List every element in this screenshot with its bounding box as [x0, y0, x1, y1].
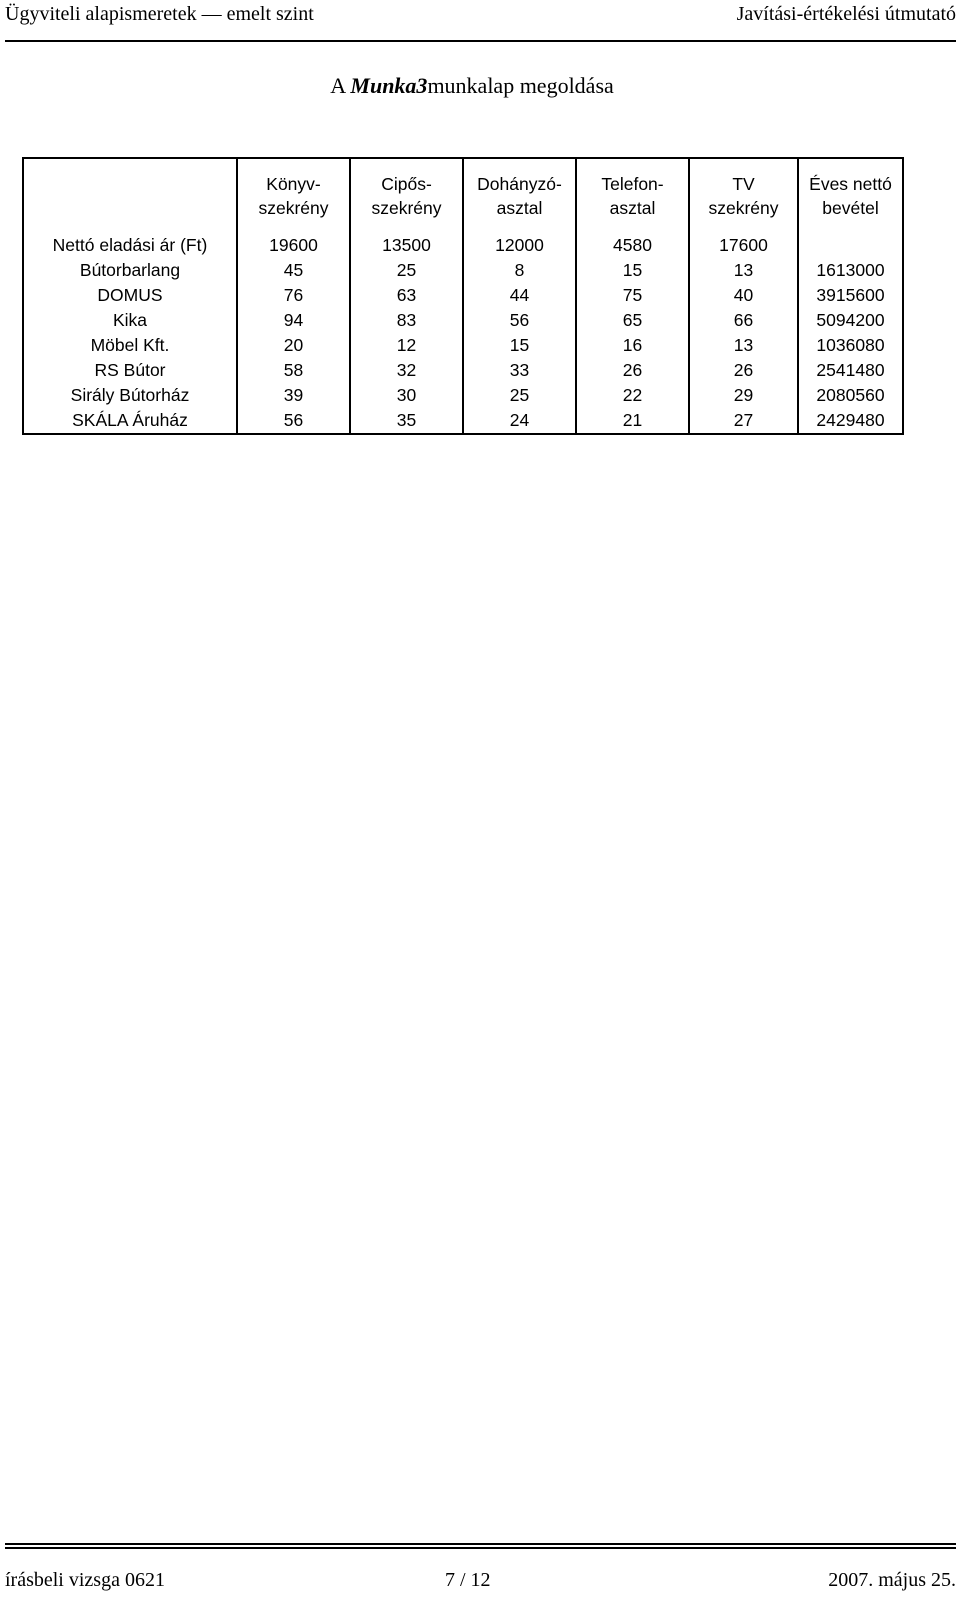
- value-cell: 22: [576, 383, 689, 408]
- header-cell: [463, 158, 576, 233]
- title-prefix: A: [330, 73, 351, 98]
- page-footer: [5, 1543, 956, 1599]
- table-row: [23, 258, 903, 283]
- footer-rule: [5, 1547, 956, 1549]
- title-sheet-name: Munka3: [350, 73, 428, 98]
- value-cell: 65: [576, 308, 689, 333]
- value-cell: 27: [689, 408, 798, 434]
- solution-table: [22, 157, 904, 435]
- value-cell: 66: [689, 308, 798, 333]
- header-line1: TV: [732, 174, 755, 194]
- header-cell: [798, 158, 903, 233]
- value-cell: 20: [237, 333, 350, 358]
- value-cell: 13: [689, 333, 798, 358]
- table-header-row: [23, 158, 903, 233]
- value-cell: 16: [576, 333, 689, 358]
- table-row: [23, 233, 903, 258]
- header-line1: Dohányzó-: [477, 174, 562, 194]
- value-cell: 2541480: [798, 358, 903, 383]
- value-cell: 24: [463, 408, 576, 434]
- value-cell: 13: [689, 258, 798, 283]
- row-label-cell: SKÁLA Áruház: [23, 408, 237, 434]
- footer-page-number: 7 / 12: [445, 1569, 491, 1591]
- table-row: [23, 408, 903, 434]
- value-cell: 15: [463, 333, 576, 358]
- value-cell: 2429480: [798, 408, 903, 434]
- header-line1: Cipős-: [381, 174, 432, 194]
- value-cell: 15: [576, 258, 689, 283]
- value-cell: 1036080: [798, 333, 903, 358]
- value-cell: 45: [237, 258, 350, 283]
- value-cell: 5094200: [798, 308, 903, 333]
- header-cell: [689, 158, 798, 233]
- value-cell: 32: [350, 358, 463, 383]
- table-row: [23, 383, 903, 408]
- value-cell: 58: [237, 358, 350, 383]
- value-cell: 40: [689, 283, 798, 308]
- value-cell: 83: [350, 308, 463, 333]
- value-cell: 56: [463, 308, 576, 333]
- value-cell: 4580: [576, 233, 689, 258]
- header-cell: [237, 158, 350, 233]
- header-cell: [576, 158, 689, 233]
- row-label-cell: Sirály Bútorház: [23, 383, 237, 408]
- header-line1: Telefon-: [601, 174, 664, 194]
- value-cell: 17600: [689, 233, 798, 258]
- value-cell: 25: [463, 383, 576, 408]
- value-cell: [798, 233, 903, 258]
- value-cell: 94: [237, 308, 350, 333]
- row-label-cell: Bútorbarlang: [23, 258, 237, 283]
- title-suffix: munkalap megoldása: [427, 73, 614, 98]
- table-row: [23, 358, 903, 383]
- value-cell: 12: [350, 333, 463, 358]
- header-doc-type: Javítási-értékelési útmutató: [736, 3, 956, 25]
- value-cell: 13500: [350, 233, 463, 258]
- value-cell: 33: [463, 358, 576, 383]
- footer-date: 2007. május 25.: [828, 1569, 956, 1591]
- value-cell: 12000: [463, 233, 576, 258]
- header-line2: bevétel: [822, 198, 879, 218]
- row-label-cell: DOMUS: [23, 283, 237, 308]
- value-cell: 1613000: [798, 258, 903, 283]
- header-line1: Könyv-: [266, 174, 321, 194]
- value-cell: 44: [463, 283, 576, 308]
- value-cell: 29: [689, 383, 798, 408]
- value-cell: 75: [576, 283, 689, 308]
- header-line1: Éves nettó: [809, 174, 892, 194]
- header-line2: szekrény: [258, 198, 329, 218]
- row-label-cell: Nettó eladási ár (Ft): [23, 233, 237, 258]
- value-cell: 26: [576, 358, 689, 383]
- value-cell: 39: [237, 383, 350, 408]
- value-cell: 2080560: [798, 383, 903, 408]
- table-row: [23, 308, 903, 333]
- row-label-cell: Kika: [23, 308, 237, 333]
- page-title: [0, 73, 944, 99]
- table-row: [23, 333, 903, 358]
- header-subject: Ügyviteli alapismeretek — emelt szint: [5, 3, 314, 25]
- value-cell: 63: [350, 283, 463, 308]
- page-header: [5, 0, 956, 42]
- row-label-cell: RS Bútor: [23, 358, 237, 383]
- value-cell: 3915600: [798, 283, 903, 308]
- header-line2: szekrény: [708, 198, 779, 218]
- header-cell-empty: [23, 158, 237, 233]
- value-cell: 8: [463, 258, 576, 283]
- footer-exam: írásbeli vizsga 0621: [5, 1569, 165, 1591]
- value-cell: 35: [350, 408, 463, 434]
- value-cell: 26: [689, 358, 798, 383]
- header-line2: asztal: [609, 198, 656, 218]
- table-body: [23, 158, 903, 434]
- header-line2: szekrény: [371, 198, 442, 218]
- row-label-cell: Möbel Kft.: [23, 333, 237, 358]
- value-cell: 30: [350, 383, 463, 408]
- value-cell: 25: [350, 258, 463, 283]
- value-cell: 76: [237, 283, 350, 308]
- header-cell: [350, 158, 463, 233]
- value-cell: 19600: [237, 233, 350, 258]
- table-row: [23, 283, 903, 308]
- value-cell: 21: [576, 408, 689, 434]
- value-cell: 56: [237, 408, 350, 434]
- header-line2: asztal: [496, 198, 543, 218]
